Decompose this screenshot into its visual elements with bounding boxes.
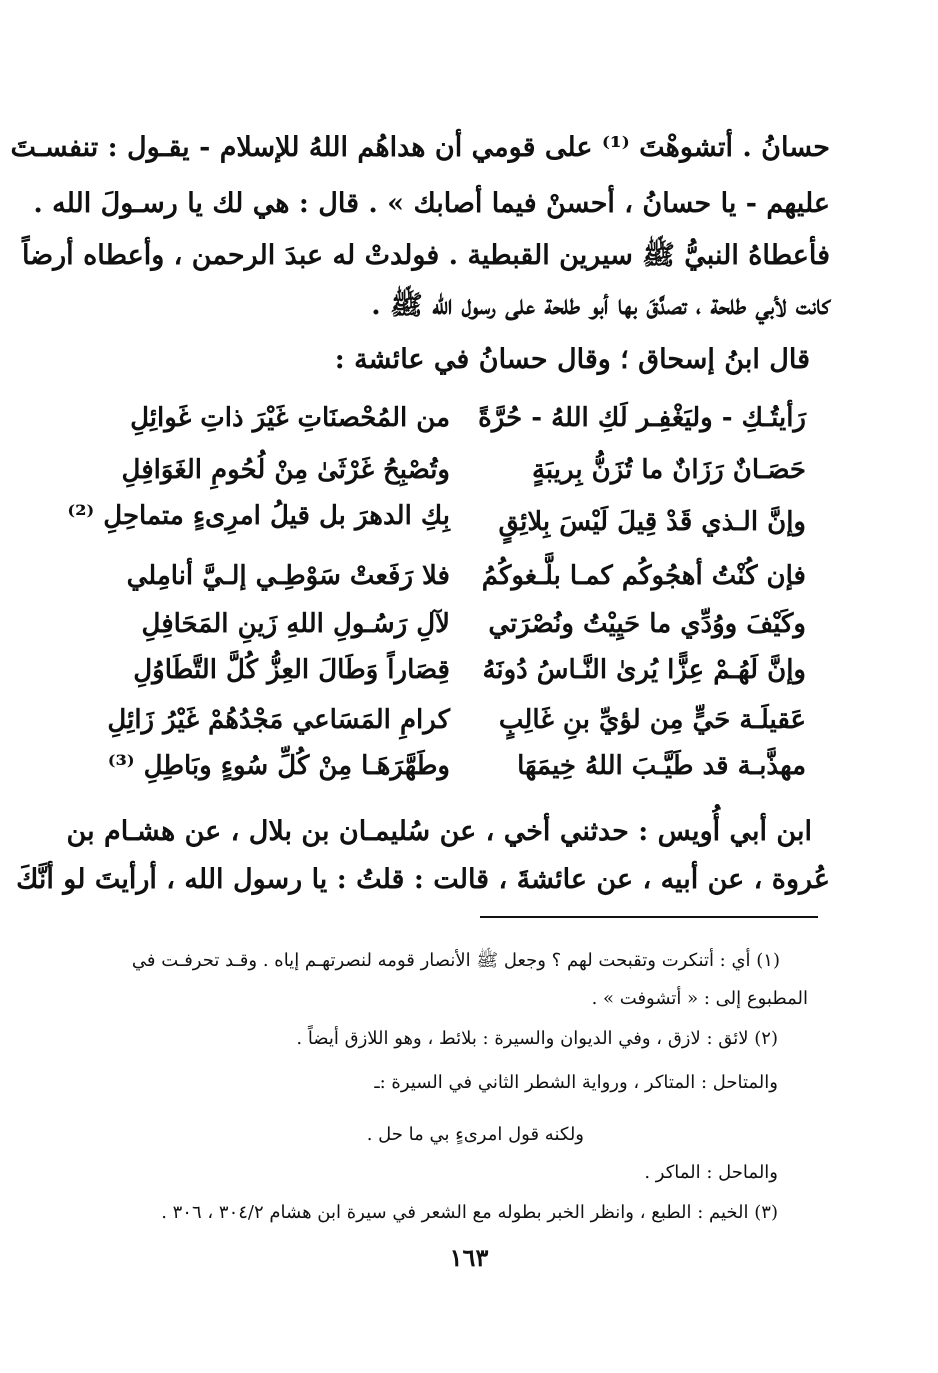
verse-1-second: من المُحْصنَاتِ غَيْرَ ذاتِ غَوائِلِ [130,403,450,433]
verse-2-first: حَصَـانٌ رَزَانٌ ما تُزَنُّ بِريبَةٍ [531,455,806,485]
verse-7-second: كرامِ المَسَاعي مَجْدُهُمْ غَيْرُ زَائِلِ [107,705,450,735]
verse-8-second: وطَهَّرَهَـا مِنْ كُلِّ سُوءٍ وبَاطِلِ ⁽³⁾ [107,751,450,781]
verse-2-second: وتُصْبِحُ غَرْثَىٰ مِنْ لُحُومِ الغَوَافِلِ [121,455,450,485]
footnote-3-line-1: (٣) الخيم : الطبع ، وانظر الخبر بطوله مع الشعر في سيرة ابن هشام ٣٠٤/٢ ، ٣٠٦ . [161,1202,778,1223]
verse-4-second: فلا رَفَعتْ سَوْطِـي إلـيَّ أنامِلي [126,561,450,591]
prose-line-4: كانت لأبي طلحة ، تصدَّقَ بها أبو طلحة على رسول الله ﷺ . [371,290,830,321]
verse-4-first: فإن كُنْتُ أهجُوكُم كمـا بلَّـغوكُمُ [481,561,806,591]
footnote-1-line-1: (١) أي : أتنكرت وتقبحت لهم ؟ وجعل ﷺ الأنصار قومه لنصرتهـم إياه . وقـد تحرفـت في [131,950,780,971]
footnote-separator [480,916,818,918]
verse-3-first: وإنَّ الـذي قَدْ قِيلَ لَيْسَ بِلائِقٍ [498,507,806,537]
prose-line-1: حسانُ . أتشوهْتَ ⁽¹⁾ على قومي أن هداهُم اللهُ للإسلام - يقـول : تنفسـتَ [10,132,830,163]
verse-6-first: وإنَّ لَهُـمْ عِزًّا يُرىٰ النَّـاسُ دُونَهُ [482,655,806,685]
prose-line-2: عليهم - يا حسانُ ، أحسنْ فيما أصابك » . قال : هي لك يا رسـولَ الله . [33,188,830,219]
footnote-2-line-1: (٢) لائق : لازق ، وفي الديوان والسيرة : بلائط ، وهو اللازق أيضاً . [296,1028,778,1049]
verse-5-first: وكَيْفَ ووُدِّي ما حَيِيْتُ ونُصْرَتي [488,609,806,639]
footnote-1-line-2: المطبوع إلى : « أتشوفت » . [591,988,808,1009]
prose2-line-1: ابن أبي أُويس : حدثني أخي ، عن سُليمـان بن بلال ، عن هشـام بن [66,816,812,847]
verse-1-first: رَأيتُـكِ - وليَغْفِـر لَكِ اللهُ - حُرَّةً [478,403,806,433]
verse-3-second: بِكِ الدهرَ بل قيلُ امرِىءٍ متماحِلِ ⁽²⁾ [67,501,450,531]
verse-6-second: قِصَاراً وَطَالَ العِزُّ كُلَّ التَّطَاوُلِ [133,655,450,685]
prose-line-3: فأعطاهُ النبيُّ ﷺ سيرين القبطية . فولدتْ له عبدَ الرحمن ، وأعطاه أرضاً [21,240,830,271]
verse-5-second: لآلِ رَسُـولِ اللهِ زَينِ المَحَافِلِ [141,609,450,639]
poem-intro: قال ابنُ إسحاق ؛ وقال حسانُ في عائشة : [334,344,810,375]
verse-7-first: عَقيلَـة حَيٍّ مِن لؤيِّ بنِ غَالِبٍ [498,705,806,735]
verse-8-first: مهذَّبـة قد طَيَّـبَ اللهُ خِيمَهَا [517,751,806,781]
prose2-line-2: عُروة ، عن أبيه ، عن عائشةَ ، قالت : قلتُ : يا رسول الله ، أرأيتَ لو أنَّكَ [16,864,830,895]
footnote-2-verse: ولكنه قول امرىءٍ بي ما حل . [366,1124,584,1145]
footnote-2-line-3: والماحل : الماكر . [644,1162,778,1183]
footnote-2-line-2: والمتاحل : المتاكر ، ورواية الشطر الثاني في السيرة :ـ [374,1072,778,1093]
page-number: ١٦٣ [449,1243,489,1272]
